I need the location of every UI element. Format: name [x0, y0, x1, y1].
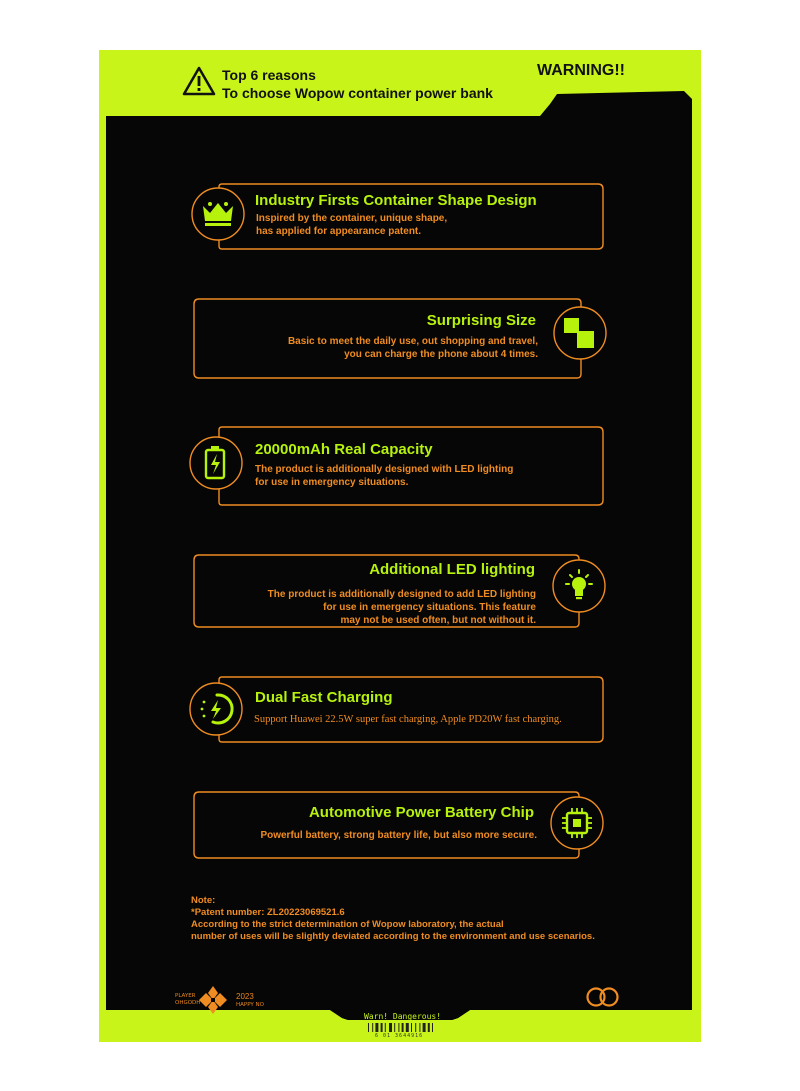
feature-2-desc-line-1: Basic to meet the daily use, out shopping and travel, [287, 336, 538, 347]
barcode-bar [419, 1023, 420, 1032]
feature-2-desc-line-2: you can charge the phone about 4 times. [344, 349, 538, 360]
barcode-number: 6 01 3644916 [375, 1033, 424, 1039]
header-line-1: Top 6 reasons [222, 67, 316, 83]
barcode-bar [398, 1023, 399, 1032]
barcode-bar [432, 1023, 433, 1032]
feature-4-title: Additional LED lighting [369, 561, 535, 578]
feature-3-desc-line-1: The product is additionally designed with LED lighting [255, 464, 514, 475]
barcode-bar [381, 1023, 383, 1032]
barcode-bar [389, 1023, 392, 1032]
note-line-1: According to the strict determination of Wopow laboratory, the actual [191, 919, 504, 930]
barcode-bar [368, 1023, 369, 1032]
barcode-bar [375, 1023, 378, 1032]
barcode-bar [372, 1023, 373, 1032]
barcode-bar [406, 1023, 409, 1032]
footer-year-small: HAPPY NO [236, 1002, 264, 1008]
barcode-bar [385, 1023, 386, 1032]
feature-1-desc-line-1: Inspired by the container, unique shape, [256, 213, 448, 224]
feature-2-title: Surprising Size [426, 312, 536, 329]
feature-6-title: Automotive Power Battery Chip [308, 804, 534, 821]
barcode-bar [415, 1023, 416, 1032]
feature-5-desc-line-1: Support Huawei 22.5W super fast charging, Apple PD20W fast charging. [254, 714, 562, 725]
footer-small-2: OHGODH [175, 1000, 201, 1006]
warning-label: WARNING!! [537, 62, 625, 79]
feature-4-desc-line-3: may not be used often, but not without it. [340, 615, 536, 626]
feature-3-desc-line-2: for use in emergency situations. [255, 477, 409, 488]
note-label: Note: [191, 895, 216, 906]
note-line-2: number of uses will be slightly deviated according to the environment and use scenarios. [191, 931, 595, 942]
barcode-bar [411, 1023, 412, 1032]
feature-5-title: Dual Fast Charging [255, 689, 393, 706]
header-line-2: To choose Wopow container power bank [222, 85, 493, 101]
feature-3-title: 20000mAh Real Capacity [255, 441, 433, 458]
barcode-bar [428, 1023, 430, 1032]
note-patent: *Patent number: ZL20223069521.6 [191, 907, 345, 918]
footer-year: 2023 [236, 992, 254, 1001]
feature-4-desc-line-1: The product is additionally designed to add LED lighting [267, 589, 536, 600]
feature-4-desc-line-2: for use in emergency situations. This feature [323, 602, 536, 613]
barcode-bar [394, 1023, 395, 1032]
feature-1-desc-line-2: has applied for appearance patent. [256, 226, 422, 237]
barcode-bar [423, 1023, 426, 1032]
footer-small-1: PLAYER [175, 993, 196, 999]
feature-1-title: Industry Firsts Container Shape Design [255, 192, 537, 209]
feature-6-desc-line-1: Powerful battery, strong battery life, but also more secure. [260, 830, 537, 841]
bottom-tab-label: Warn! Dangerous! [364, 1012, 442, 1021]
barcode-bar [402, 1023, 404, 1032]
